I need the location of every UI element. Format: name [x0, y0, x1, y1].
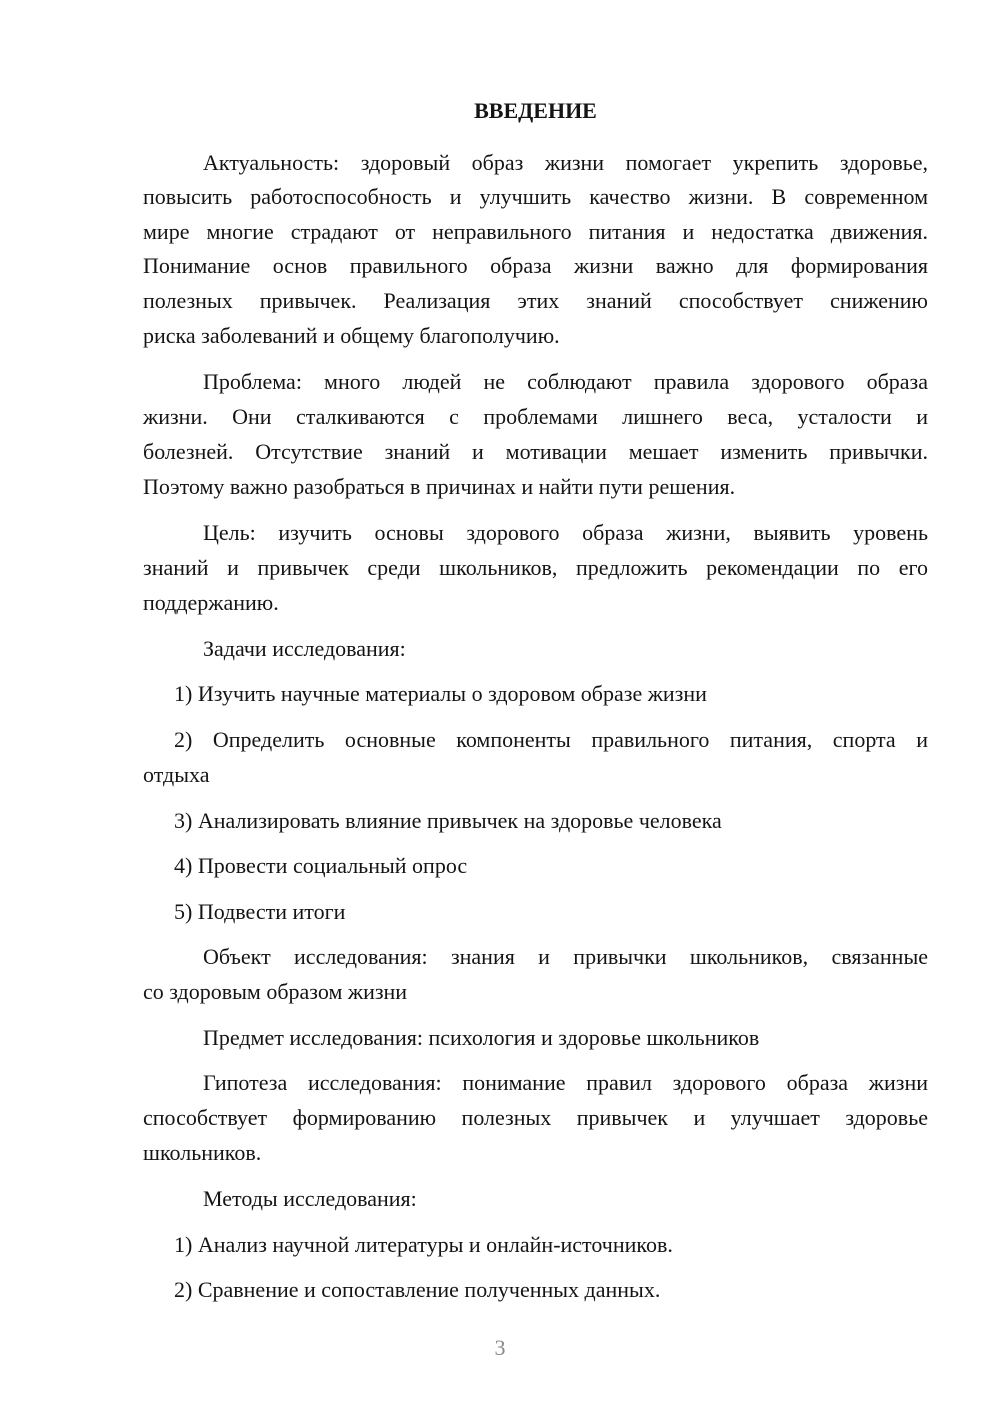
object-line: Объект исследования: знания и привычки школьников, связанные: [203, 944, 928, 969]
problem-line: болезней. Отсутствие знаний и мотивации мешает изменить привычки.: [143, 439, 928, 464]
task-item: 5) Подвести итоги: [174, 899, 346, 924]
goal-line: Цель: изучить основы здорового образа жизни, выявить уровень: [203, 520, 928, 545]
hypothesis-line: Гипотеза исследования: понимание правил здорового образа жизни: [203, 1070, 928, 1095]
task-item: 1) Изучить научные материалы о здоровом образе жизни: [174, 681, 707, 706]
problem-line: Проблема: много людей не соблюдают правила здорового образа: [203, 369, 928, 394]
tasks-heading: Задачи исследования:: [203, 636, 406, 661]
task-item-continuation: отдыха: [143, 762, 210, 787]
problem-line: Поэтому важно разобраться в причинах и найти пути решения.: [143, 474, 736, 499]
task-item: 2) Определить основные компоненты правильного питания, спорта и: [174, 727, 928, 752]
hypothesis-line: способствует формированию полезных привычек и улучшает здоровье: [143, 1105, 928, 1130]
actuality-line: Понимание основ правильного образа жизни важно для формирования: [143, 253, 928, 278]
method-item: 2) Сравнение и сопоставление полученных данных.: [174, 1277, 661, 1302]
goal-line: поддержанию.: [143, 590, 279, 615]
hypothesis-line: школьников.: [143, 1140, 262, 1165]
problem-line: жизни. Они сталкиваются с проблемами лишнего веса, усталости и: [143, 404, 928, 429]
goal-line: знаний и привычек среди школьников, предложить рекомендации по его: [143, 555, 928, 580]
subject-line: Предмет исследования: психология и здоровье школьников: [203, 1025, 760, 1050]
actuality-line: повысить работоспособность и улучшить качество жизни. В современном: [143, 184, 928, 209]
page-title: ВВЕДЕНИЕ: [474, 98, 597, 123]
actuality-line: полезных привычек. Реализация этих знаний способствует снижению: [143, 288, 928, 313]
actuality-line: риска заболеваний и общему благополучию.: [143, 323, 560, 348]
actuality-line: Актуальность: здоровый образ жизни помогает укрепить здоровье,: [203, 150, 928, 175]
page-number: 3: [494, 1335, 506, 1360]
task-item: 4) Провести социальный опрос: [174, 853, 468, 878]
methods-heading: Методы исследования:: [203, 1186, 417, 1211]
object-line: со здоровым образом жизни: [143, 979, 408, 1004]
method-item: 1) Анализ научной литературы и онлайн-источников.: [174, 1232, 673, 1257]
task-item: 3) Анализировать влияние привычек на здоровье человека: [174, 808, 722, 833]
actuality-line: мире многие страдают от неправильного питания и недостатка движения.: [143, 219, 928, 244]
